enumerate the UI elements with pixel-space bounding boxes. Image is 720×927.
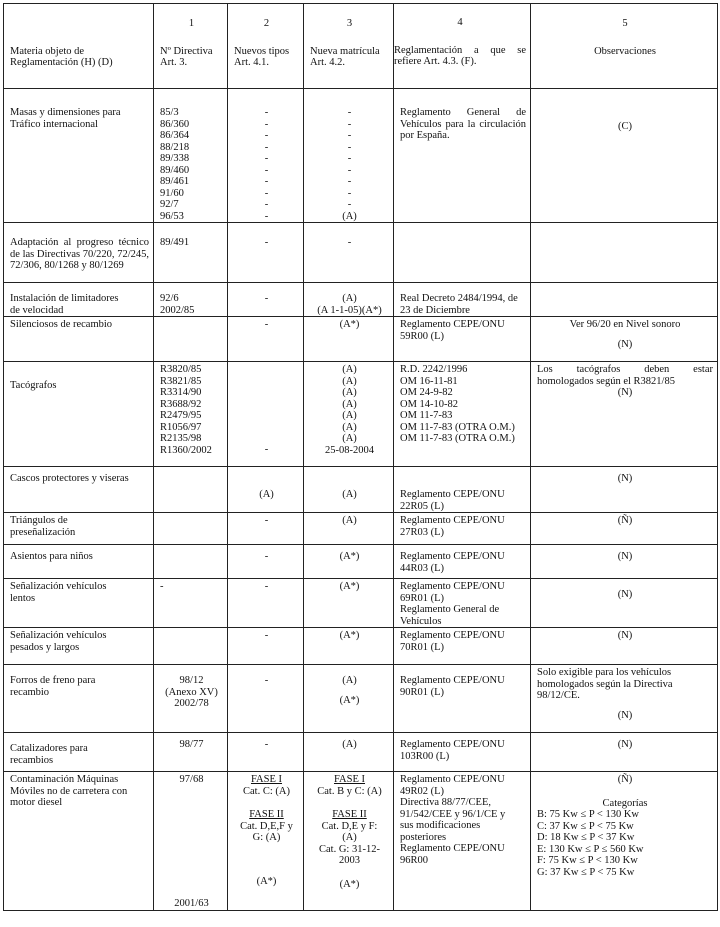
directiva-cell: [154, 467, 228, 513]
cell-text: 2002/78: [174, 698, 209, 709]
cell-text: -: [264, 551, 269, 562]
materia-cell: [4, 89, 154, 223]
cell-text: motor diesel: [10, 797, 63, 808]
cell-text: Tráfico internacional: [10, 118, 98, 130]
cell-text: (Ñ): [617, 774, 633, 785]
reglamentacion-cell: [394, 665, 531, 733]
cell-text: -: [264, 515, 269, 526]
table-row: [4, 513, 718, 545]
materia-cell: [4, 772, 154, 911]
regulation-table: [3, 3, 718, 911]
cell-text: 91/542/CEE y 96/1/CE y: [400, 808, 506, 820]
cell-text: -: [264, 293, 269, 304]
cell-text: -: [347, 187, 352, 199]
cell-text: Vehículos: [400, 615, 442, 627]
cell-text: OM 11-7-83: [400, 410, 453, 421]
cell-text: lentos: [10, 592, 36, 604]
cell-text: 44R03 (L): [400, 562, 445, 574]
cell-text: homologados según la Directiva: [537, 678, 673, 690]
cell-text: Reglamento CEPE/ONU: [400, 319, 505, 330]
header-materia: [4, 4, 154, 89]
nueva-matricula-cell: [304, 513, 394, 545]
cell-text: (N): [617, 551, 633, 562]
cell-text: -: [264, 444, 269, 455]
cell-text: 69R01 (L): [400, 592, 445, 604]
cell-text: 2003: [339, 855, 360, 866]
cell-text: Silenciosos de recambio: [10, 319, 113, 330]
cell-text: preseñalización: [10, 526, 76, 538]
cell-text: 92/7: [160, 199, 179, 210]
observaciones-cell: [531, 545, 718, 579]
cell-text: OM 24-9-82: [400, 387, 453, 398]
cell-text: FASE I: [333, 774, 366, 785]
directiva-cell: [154, 89, 228, 223]
cell-text: Cat. D,E y F:: [321, 820, 378, 832]
cell-text: Cat. G: 31-12-: [319, 843, 380, 855]
cell-text: Masas y dimensiones para: [10, 107, 121, 118]
materia-cell: [4, 513, 154, 545]
cell-text: 103R00 (L): [400, 750, 450, 762]
materia-cell: [4, 283, 154, 317]
reglamentacion-cell: [394, 89, 531, 223]
nuevos-tipos-cell: [228, 362, 304, 467]
cell-text: 27R03 (L): [400, 526, 445, 538]
cell-text: -: [347, 130, 352, 141]
cell-text: Cat. C: (A): [243, 785, 290, 797]
directiva-cell: [154, 317, 228, 362]
cell-text: Reglamento General de: [400, 604, 500, 615]
cell-text: R3688/92: [160, 398, 202, 410]
directiva-cell: [154, 628, 228, 665]
cell-text: Triángulos de: [10, 515, 68, 526]
observaciones-cell: [531, 579, 718, 628]
nueva-matricula-cell: [304, 733, 394, 772]
reglamentacion-cell: [394, 513, 531, 545]
table-row: [4, 283, 718, 317]
cell-text: 96/53: [160, 210, 184, 222]
cell-text: (A): [342, 293, 357, 304]
cell-text: (N): [617, 630, 633, 641]
cell-text: FASE II: [332, 809, 367, 820]
cell-text: 91/60: [160, 187, 184, 199]
cell-text: -: [264, 319, 269, 330]
reglamentacion-cell: [394, 545, 531, 579]
cell-text: 97/68: [179, 774, 204, 785]
cell-text: -: [264, 176, 269, 187]
cell-text: -: [264, 187, 269, 199]
cell-text: 4: [457, 17, 463, 28]
cell-text: -: [347, 141, 352, 153]
nuevos-tipos-cell: [228, 467, 304, 513]
cell-text: Cat. B y C: (A): [317, 785, 382, 797]
cell-text: Reglamento CEPE/ONU: [400, 843, 505, 854]
cell-text: Reglamento CEPE/ONU: [400, 489, 505, 500]
cell-text: R2135/98: [160, 433, 202, 444]
cell-text: 2: [263, 18, 270, 29]
materia-cell: [4, 317, 154, 362]
cell-text: R1056/97: [160, 421, 202, 433]
cell-text: 89/461: [160, 176, 190, 187]
nueva-matricula-cell: [304, 772, 394, 911]
cell-text: 96R00: [400, 854, 429, 866]
cell-text: (A): [342, 515, 357, 526]
cell-text: -: [347, 199, 352, 210]
cell-text: 88/218: [160, 141, 190, 153]
nuevos-tipos-cell: [228, 579, 304, 628]
cell-text: 92/6: [160, 293, 179, 304]
cell-text: -: [264, 199, 269, 210]
cell-text: Art. 3.: [160, 57, 188, 68]
header-nueva-matricula: [304, 4, 394, 89]
reglamentacion-cell: [394, 223, 531, 283]
nueva-matricula-cell: [304, 579, 394, 628]
cell-text: -: [264, 153, 269, 164]
directiva-cell: [154, 772, 228, 911]
cell-text: Nº Directiva: [160, 45, 213, 57]
nuevos-tipos-cell: [228, 665, 304, 733]
header-directiva: [154, 4, 228, 89]
cell-text: FASE II: [249, 809, 284, 820]
nuevos-tipos-cell: [228, 317, 304, 362]
nueva-matricula-cell: [304, 223, 394, 283]
cell-text: 90R01 (L): [400, 686, 445, 698]
cell-text: -: [264, 141, 269, 153]
cell-text: Adaptación al progreso técnico de las Directivas 70/220, 72/245, 72/306, 80/1268 y 80/1269: [10, 237, 149, 271]
cell-text: Nueva matrícula: [310, 45, 380, 57]
cell-text: D: 18 Kw ≤ P < 37 Kw: [537, 832, 635, 843]
materia-cell: [4, 467, 154, 513]
cell-text: -: [347, 118, 352, 130]
nuevos-tipos-cell: [228, 513, 304, 545]
cell-text: -: [347, 153, 352, 164]
cell-text: (A): [342, 410, 357, 421]
cell-text: homologados según el R3821/85: [537, 375, 675, 387]
cell-text: E: 130 Kw ≤ P ≤ 560 Kw: [537, 843, 644, 855]
reglamentacion-cell: [394, 317, 531, 362]
cell-text: OM 16-11-81: [400, 375, 458, 387]
cell-text: 85/3: [160, 107, 179, 118]
cell-text: Reglamento CEPE/ONU: [400, 551, 505, 562]
cell-text: R3821/85: [160, 375, 202, 387]
cell-text: R3314/90: [160, 387, 202, 398]
cell-text: Cascos protectores y viseras: [10, 473, 129, 484]
reglamentacion-cell: [394, 579, 531, 628]
cell-text: 2002/85: [160, 304, 195, 316]
table-row: [4, 317, 718, 362]
cell-text: 86/360: [160, 118, 190, 130]
cell-text: Forros de freno para: [10, 675, 96, 686]
cell-text: -: [264, 237, 269, 248]
cell-text: (A): [342, 433, 357, 444]
cell-text: -: [264, 130, 269, 141]
cell-text: -: [264, 118, 269, 130]
materia-cell: [4, 579, 154, 628]
observaciones-cell: [531, 283, 718, 317]
nuevos-tipos-cell: [228, 223, 304, 283]
table-row: [4, 665, 718, 733]
table-row: [4, 579, 718, 628]
materia-cell: [4, 545, 154, 579]
cell-text: Art. 4.2.: [310, 57, 345, 68]
cell-text: -: [347, 176, 352, 187]
cell-text: Los tacógrafos deben estar: [537, 364, 713, 375]
materia-cell: [4, 223, 154, 283]
cell-text: (A*): [339, 581, 360, 592]
cell-text: recambio: [10, 686, 50, 698]
directiva-cell: [154, 579, 228, 628]
cell-text: de velocidad: [10, 304, 64, 316]
cell-text: 22R05 (L): [400, 500, 445, 512]
table-row: [4, 467, 718, 513]
table-row: [4, 733, 718, 772]
cell-text: Cat. D,E,F y: [240, 820, 293, 832]
nuevos-tipos-cell: [228, 283, 304, 317]
cell-text: (A): [342, 210, 357, 222]
nueva-matricula-cell: [304, 317, 394, 362]
cell-text: 49R02 (L): [400, 785, 445, 797]
cell-text: (N): [617, 739, 633, 750]
cell-text: Materia objeto de: [10, 45, 85, 57]
materia-cell: [4, 665, 154, 733]
nueva-matricula-cell: [304, 89, 394, 223]
directiva-cell: [154, 513, 228, 545]
observaciones-cell: [531, 665, 718, 733]
reglamentacion-cell: [394, 772, 531, 911]
cell-text: (A 1-1-05)(A*): [317, 304, 382, 316]
cell-text: (A): [342, 489, 357, 500]
directiva-cell: [154, 545, 228, 579]
cell-text: (A): [259, 489, 274, 500]
cell-text: (A): [342, 421, 357, 433]
cell-text: (Ñ): [617, 515, 633, 526]
nuevos-tipos-cell: [228, 772, 304, 911]
cell-text: (N): [617, 473, 633, 484]
cell-text: Categorías: [602, 797, 648, 809]
observaciones-cell: [531, 628, 718, 665]
observaciones-cell: [531, 513, 718, 545]
cell-text: Señalización vehículos: [10, 581, 107, 592]
cell-text: Reglamento CEPE/ONU: [400, 581, 505, 592]
observaciones-cell: [531, 467, 718, 513]
cell-text: Reglamento CEPE/ONU: [400, 774, 505, 785]
cell-text: (Anexo XV): [165, 686, 218, 698]
nuevos-tipos-cell: [228, 733, 304, 772]
cell-text: (A*): [339, 630, 360, 641]
header-nuevos-tipos: [228, 4, 304, 89]
materia-cell: [4, 628, 154, 665]
cell-text: Reglamento CEPE/ONU: [400, 739, 505, 750]
reglamentacion-cell: [394, 733, 531, 772]
observaciones-cell: [531, 362, 718, 467]
nueva-matricula-cell: [304, 362, 394, 467]
cell-text: Catalizadores para: [10, 743, 88, 754]
cell-text: Real Decreto 2484/1994, de: [400, 293, 518, 304]
cell-text: (A): [342, 364, 357, 375]
cell-text: Reglamentación (H) (D): [10, 57, 113, 68]
cell-text: 59R00 (L): [400, 330, 445, 342]
table-row: [4, 772, 718, 911]
observaciones-cell: [531, 772, 718, 911]
cell-text: (A): [342, 375, 357, 387]
cell-text: (A*): [339, 319, 360, 330]
cell-text: Solo exigible para los vehículos: [537, 667, 672, 678]
nueva-matricula-cell: [304, 665, 394, 733]
cell-text: 89/491: [160, 237, 190, 248]
cell-text: -: [264, 210, 269, 222]
cell-text: (A): [342, 739, 357, 750]
directiva-cell: [154, 733, 228, 772]
nueva-matricula-cell: [304, 545, 394, 579]
table-row: [4, 545, 718, 579]
cell-text: Nuevos tipos: [234, 45, 290, 57]
reglamentacion-cell: [394, 283, 531, 317]
nuevos-tipos-cell: [228, 89, 304, 223]
cell-text: 98/77: [179, 739, 204, 750]
cell-text: sus modificaciones: [400, 820, 481, 831]
cell-text: Asientos para niños: [10, 551, 93, 562]
header-observaciones: [531, 4, 718, 89]
cell-text: -: [264, 630, 269, 641]
cell-text: R1360/2002: [160, 444, 212, 456]
nueva-matricula-cell: [304, 467, 394, 513]
cell-text: Observaciones: [594, 45, 656, 57]
nueva-matricula-cell: [304, 628, 394, 665]
cell-text: OM 11-7-83 (OTRA O.M.): [400, 433, 515, 444]
cell-text: recambios: [10, 754, 54, 766]
cell-text: (A*): [256, 875, 277, 887]
cell-text: OM 11-7-83 (OTRA O.M.): [400, 421, 515, 433]
table-row: [4, 223, 718, 283]
cell-text: R3820/85: [160, 364, 202, 375]
cell-text: Reglamento CEPE/ONU: [400, 630, 505, 641]
cell-text: 98/12/CE.: [537, 690, 580, 701]
table-row: [4, 89, 718, 223]
cell-text: pesados y largos: [10, 641, 80, 653]
cell-text: R2479/95: [160, 410, 202, 421]
cell-text: (A): [342, 832, 357, 843]
cell-text: FASE I: [250, 774, 283, 785]
cell-text: (A): [342, 398, 357, 410]
cell-text: 89/338: [160, 153, 190, 164]
cell-text: -: [264, 164, 269, 176]
cell-text: -: [264, 675, 269, 686]
cell-text: 1: [188, 18, 195, 29]
table-row: [4, 628, 718, 665]
observaciones-cell: [531, 733, 718, 772]
cell-text: Tacógrafos: [10, 380, 57, 391]
cell-text: 89/460: [160, 164, 190, 176]
nueva-matricula-cell: [304, 283, 394, 317]
cell-text: C: 37 Kw ≤ P < 75 Kw: [537, 820, 634, 832]
cell-text: Reglamento CEPE/ONU: [400, 675, 505, 686]
cell-text: (N): [617, 589, 633, 600]
cell-text: Directiva 88/77/CEE,: [400, 797, 491, 808]
cell-text: Ver 96/20 en Nivel sonoro: [569, 319, 681, 330]
directiva-cell: [154, 223, 228, 283]
cell-text: (N): [617, 387, 633, 398]
cell-text: G: 37 Kw ≤ P < 75 Kw: [537, 866, 635, 878]
cell-text: R.D. 2242/1996: [400, 364, 468, 375]
observaciones-cell: [531, 89, 718, 223]
cell-text: 3: [346, 18, 353, 29]
cell-text: Reglamentación a que se refiere Art. 4.3. (F).: [394, 44, 526, 67]
cell-text: Móviles no de carretera con: [10, 785, 128, 797]
cell-text: -: [264, 107, 269, 118]
materia-cell: [4, 362, 154, 467]
cell-text: OM 14-10-82: [400, 398, 459, 410]
cell-text: G: (A): [252, 832, 281, 843]
cell-text: Reglamento CEPE/ONU: [400, 515, 505, 526]
directiva-cell: [154, 283, 228, 317]
cell-text: -: [264, 739, 269, 750]
cell-text: 25-08-2004: [325, 444, 374, 456]
cell-text: (A): [342, 387, 357, 398]
cell-text: (A): [342, 675, 357, 686]
cell-text: (N): [617, 709, 633, 721]
materia-cell: [4, 733, 154, 772]
cell-text: F: 75 Kw ≤ P < 130 Kw: [537, 855, 638, 866]
cell-text: -: [264, 581, 269, 592]
observaciones-cell: [531, 317, 718, 362]
directiva-cell: [154, 362, 228, 467]
cell-text: Señalización vehículos: [10, 630, 107, 641]
cell-text: (A*): [339, 694, 360, 706]
cell-text: -: [347, 164, 352, 176]
nuevos-tipos-cell: [228, 628, 304, 665]
cell-text: -: [160, 581, 164, 592]
cell-text: Reglamento General de Vehículos para la circulación por España.: [400, 107, 526, 141]
table-header-row: [4, 4, 718, 89]
reglamentacion-cell: [394, 628, 531, 665]
cell-text: (A*): [339, 551, 360, 562]
cell-text: 70R01 (L): [400, 641, 445, 653]
nuevos-tipos-cell: [228, 545, 304, 579]
cell-text: Instalación de limitadores: [10, 293, 119, 304]
cell-text: 2001/63: [174, 897, 209, 909]
cell-text: 98/12: [179, 675, 204, 686]
cell-text: posteriores: [400, 831, 447, 843]
cell-text: (N): [617, 338, 633, 350]
table-row: [4, 362, 718, 467]
cell-text: (A*): [339, 878, 360, 890]
cell-text: -: [347, 237, 352, 248]
cell-text: 23 de Diciembre: [400, 304, 470, 316]
cell-text: Art. 4.1.: [234, 57, 269, 68]
cell-text: (C): [618, 121, 632, 132]
cell-text: Contaminación Máquinas: [10, 774, 119, 785]
observaciones-cell: [531, 223, 718, 283]
directiva-cell: [154, 665, 228, 733]
reglamentacion-cell: [394, 467, 531, 513]
cell-text: B: 75 Kw ≤ P < 130 Kw: [537, 809, 640, 820]
cell-text: 5: [622, 18, 628, 29]
header-reglamentacion: [394, 5, 526, 68]
reglamentacion-cell: [394, 362, 531, 467]
cell-text: -: [347, 107, 352, 118]
cell-text: 86/364: [160, 130, 190, 141]
